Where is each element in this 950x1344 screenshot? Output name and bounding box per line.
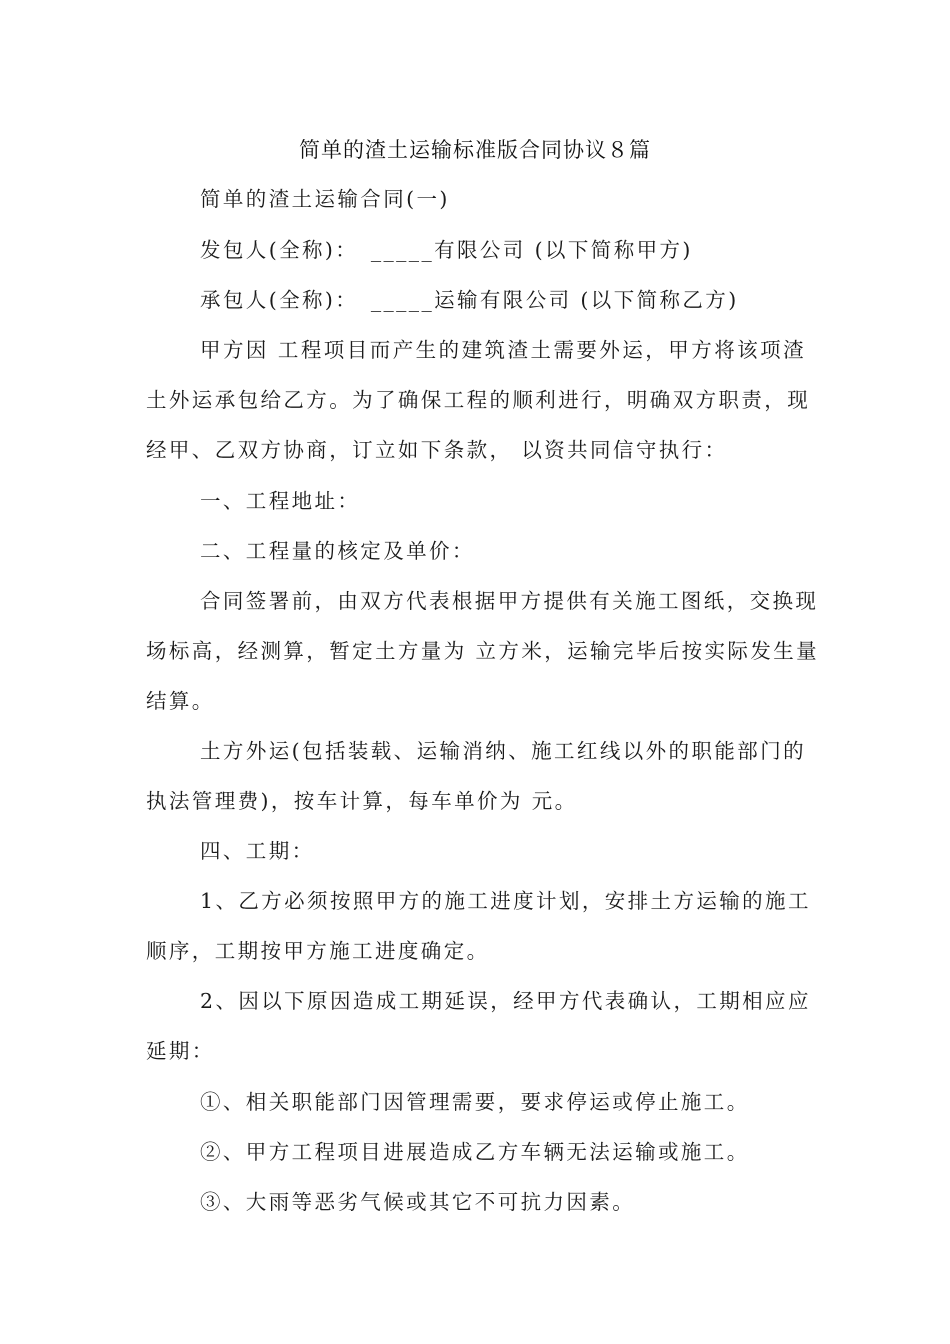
paragraph-line: 合同签署前，由双方代表根据甲方提供有关施工图纸，交换现 bbox=[200, 589, 819, 613]
paragraph-line: 2、因以下原因造成工期延误，经甲方代表确认，工期相应应 bbox=[200, 989, 811, 1013]
contract-subtitle: 简单的渣土运输合同(一) bbox=[200, 187, 450, 211]
party-b-line: 承包人(全称)： _____运输有限公司 (以下简称乙方) bbox=[200, 288, 739, 312]
paragraph-line: 顺序，工期按甲方施工进度确定。 bbox=[146, 939, 490, 963]
section-heading: 一、工程地址： bbox=[200, 489, 361, 513]
section-heading: 四、工期： bbox=[200, 839, 315, 863]
list-item: ③、大雨等恶劣气候或其它不可抗力因素。 bbox=[200, 1190, 636, 1214]
party-a-line: 发包人(全称)： _____有限公司 (以下简称甲方) bbox=[200, 238, 693, 262]
document-title: 简单的渣土运输标准版合同协议８篇 bbox=[299, 138, 651, 162]
list-item: ①、相关职能部门因管理需要，要求停运或停止施工。 bbox=[200, 1090, 750, 1114]
section-heading: 二、工程量的核定及单价： bbox=[200, 539, 475, 563]
paragraph-line: 1、乙方必须按照甲方的施工进度计划，安排土方运输的施工 bbox=[200, 889, 811, 913]
paragraph-line: 延期： bbox=[146, 1039, 215, 1063]
paragraph-line: 执法管理费)，按车计算，每车单价为 元。 bbox=[146, 789, 578, 813]
paragraph-line: 土外运承包给乙方。为了确保工程的顺利进行，明确双方职责，现 bbox=[146, 388, 811, 412]
paragraph-line: 甲方因 工程项目而产生的建筑渣土需要外运，甲方将该项渣 bbox=[200, 338, 806, 362]
paragraph-line: 土方外运(包括装载、运输消纳、施工红线以外的职能部门的 bbox=[200, 739, 806, 763]
list-item: ②、甲方工程项目进展造成乙方车辆无法运输或施工。 bbox=[200, 1140, 750, 1164]
paragraph-line: 场标高，经测算，暂定土方量为 立方米，运输完毕后按实际发生量 bbox=[146, 639, 820, 663]
paragraph-line: 经甲、乙双方协商，订立如下条款， 以资共同信守执行： bbox=[146, 438, 728, 462]
paragraph-line: 结算。 bbox=[146, 689, 215, 713]
